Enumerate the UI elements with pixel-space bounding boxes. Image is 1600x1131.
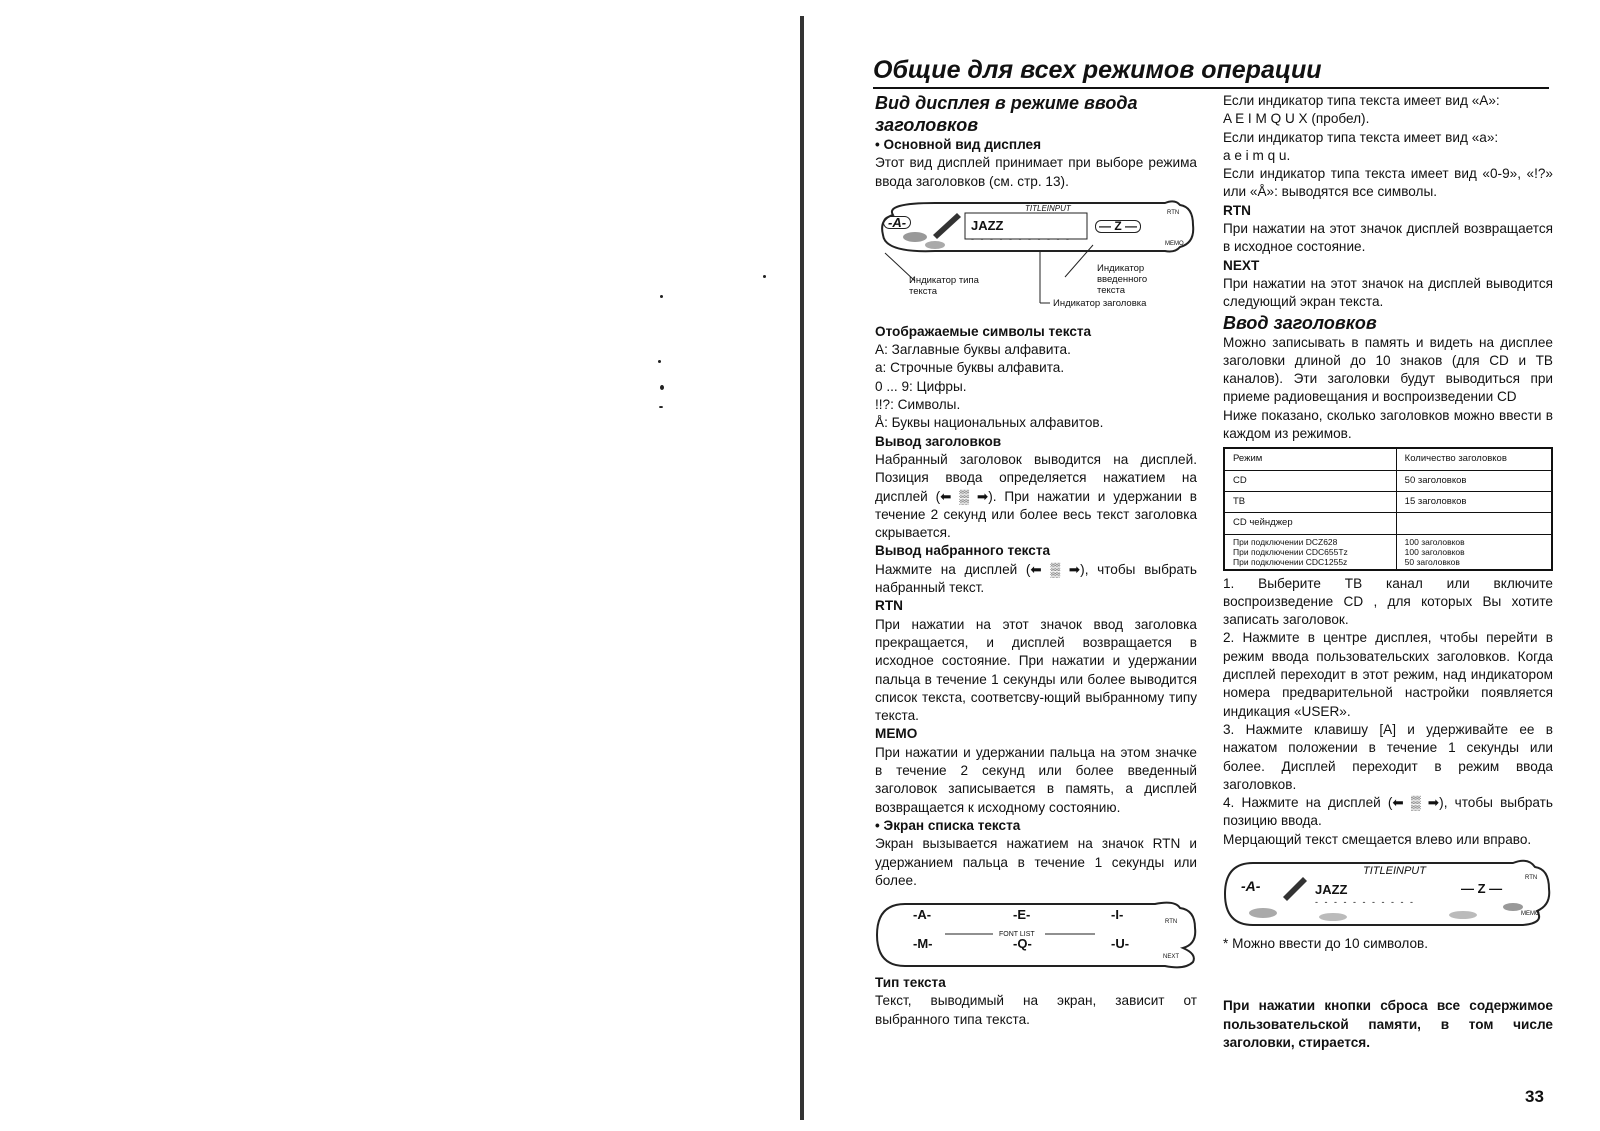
input-cursor: - - - - - - - - - - - [971, 233, 1071, 244]
output-typed-text: Нажмите на дисплей (⬅ ▒ ➡), чтобы выбрать набранный текст. [875, 561, 1197, 596]
symbols-heading: Отображаемые символы текста [875, 323, 1092, 339]
input-text: JAZZ [971, 217, 1004, 233]
scan-speck [660, 295, 663, 298]
text-type-text: Текст, выводимый на экран, зависит от выбранного типа текста. [875, 993, 1197, 1027]
rtn-text: При нажатии на этот значок ввод заголовка прекращается, и дисплей возвращается в исходное состояние. При нажатии и удержании пальца в течение 1 секунды или более выводится список текста, соответсву-ющий выбранному типу текста. [875, 616, 1197, 724]
scan-speck [659, 406, 663, 408]
left-column [875, 92, 1197, 1029]
changer-model: При подключении DCZ628 [1233, 536, 1338, 547]
font-list-label: FONT LIST [999, 931, 1035, 939]
type-a-line2: a e i m q u. [1223, 147, 1291, 163]
scan-speck [763, 275, 766, 278]
book-binding [800, 16, 804, 1120]
step-item: 4. Нажмите на дисплей (⬅ ▒ ➡), чтобы выбрать позицию ввода. [1223, 795, 1553, 829]
table-cell: 15 заголовков [1396, 491, 1552, 512]
font-item[interactable]: -A- [913, 907, 932, 923]
text-list-heading: • Экран списка текста [875, 817, 1197, 835]
page-number: 33 [1525, 1087, 1544, 1106]
symbol-item: 0 ... 9: Цифры. [875, 378, 967, 394]
memo-text: При нажатии и удержании пальца на этом значке в течение 2 секунд или более введенный заголовок записывается в память, а дисплей возвращается к исходному состоянию. [875, 744, 1197, 815]
rtn-heading: RTN [875, 598, 903, 614]
output-typed-heading: Вывод набранного текста [875, 543, 1051, 559]
output-titles-text: Набранный заголовок выводится на дисплей. Позиция ввода определяется нажатием на дисплей (⬅ ▒ ➡). При нажатии и удержании в течение 2 секунд или более весь текст заголовка скрывается. [875, 451, 1197, 541]
step-item: 3. Нажмите клавишу [A] и удерживайте ее в нажатом положении в течение 1 секунды или более. Дисплей переходит в режим ввода заголовков. [1223, 721, 1553, 792]
output-titles-heading: Вывод заголовков [875, 433, 1002, 449]
type-A-line1: Если индикатор типа текста имеет вид «А»: [1223, 93, 1500, 108]
entered-text-indicator: — Z — [1461, 880, 1503, 896]
text-list-text: Экран вызывается нажатием на значок RTN и удержанием пальца в течение 1 секунды или более. [875, 836, 1197, 888]
changer-count: 100 заголовков [1404, 536, 1465, 547]
next-text: При нажатии на этот значок на дисплей выводится следующий экран текста. [1223, 275, 1553, 310]
basic-display-heading: • Основной вид дисплея [875, 136, 1197, 154]
rtn-text: При нажатии на этот значок дисплей возвращается в исходное состояние. [1223, 221, 1553, 255]
changer-model: При подключении CDC655Tz [1233, 546, 1348, 557]
rtn-icon[interactable]: RTN [1167, 209, 1180, 216]
table-cell [1396, 513, 1552, 534]
rtn-icon[interactable]: RTN [1165, 919, 1178, 926]
table-header-row [1224, 448, 1552, 470]
font-item[interactable]: -M- [913, 936, 933, 952]
entered-text-indicator: — Z — [1095, 220, 1141, 233]
modes-table [1223, 447, 1553, 570]
label-title-indicator: Индикатор заголовка [1053, 297, 1147, 309]
changer-count: 50 заголовков [1404, 556, 1460, 567]
basic-display-text: Этот вид дисплей принимает при выборе режима ввода заголовков (см. стр. 13). [875, 155, 1197, 189]
symbol-item: a: Строчные буквы алфавита. [875, 360, 1065, 376]
table-cell [1396, 534, 1552, 570]
table-cell: CD чейнджер [1224, 513, 1396, 534]
font-item[interactable]: -E- [1013, 907, 1031, 923]
memo-icon[interactable]: MEMO [1165, 240, 1184, 247]
table-row [1224, 534, 1552, 570]
type-a-line1: Если индикатор типа текста имеет вид «а»: [1223, 129, 1499, 145]
table-header: Количество заголовков [1396, 448, 1552, 470]
type-other: Если индикатор типа текста имеет вид «0-9», «!?» или «Å»: выводятся все символы. [1223, 166, 1553, 200]
table-cell: CD [1224, 470, 1396, 491]
input-cursor: - - - - - - - - - - - [1315, 896, 1415, 907]
memo-icon[interactable]: MEMO [1521, 910, 1540, 917]
scan-speck [660, 385, 664, 390]
text-type-indicator: -A- [1241, 877, 1261, 894]
table-intro: Ниже показано, сколько заголовков можно ввести в каждом из режимов. [1223, 407, 1553, 442]
step-item: 2. Нажмите в центре дисплея, чтобы перейти в режим ввода пользовательских заголовков. Когда дисплей переходит в этот режим, над индикатором номера предварительной настройки появляется индикация «USER». [1223, 630, 1553, 719]
font-item[interactable]: -U- [1111, 936, 1130, 952]
label-entered-text-indicator: Индикатор введенного текста [1097, 262, 1148, 296]
table-header: Режим [1224, 448, 1396, 470]
scan-speck [658, 360, 661, 363]
title-input-display-diagram-2 [1223, 857, 1553, 929]
next-icon[interactable]: NEXT [1163, 954, 1180, 961]
table-cell [1224, 534, 1396, 570]
font-item[interactable]: -Q- [1013, 936, 1032, 952]
section2-text: Можно записывать в память и видеть на дисплее заголовки длиной до 10 знаков (для CD и ТВ каналов). Эти заголовки будут выводиться при приеме радиовещания и воспроизведении CD [1223, 334, 1553, 405]
changer-count: 100 заголовков [1404, 546, 1465, 557]
table-row [1224, 491, 1552, 512]
rtn-heading: RTN [1223, 202, 1251, 218]
table-row [1224, 513, 1552, 534]
table-cell: 50 заголовков [1396, 470, 1552, 491]
input-text: JAZZ [1315, 881, 1348, 897]
symbol-item: A: Заглавные буквы алфавита. [875, 342, 1071, 358]
title-input-display-diagram [875, 195, 1197, 317]
title-input-label: TITLEINPUT [1025, 203, 1071, 213]
type-A-line2: A E I M Q U X (пробел). [1223, 111, 1370, 127]
reset-warning: При нажатии кнопки сброса все содержимое пользовательской памяти, в том числе заголовки, стирается. [1223, 998, 1553, 1050]
table-cell: ТВ [1224, 491, 1396, 512]
blink-text: Мерцающий текст смещается влево или вправо. [1223, 831, 1532, 847]
section-title-display: Вид дисплея в режиме ввода заголовков [875, 93, 1138, 135]
page-title: Общие для всех режимов операции [873, 55, 1549, 89]
table-row [1224, 470, 1552, 491]
next-heading: NEXT [1223, 257, 1260, 273]
symbol-item: !!?: Символы. [875, 397, 961, 413]
font-item[interactable]: -I- [1111, 907, 1124, 923]
title-input-label: TITLEINPUT [1363, 864, 1426, 877]
right-column [1223, 92, 1553, 1052]
symbol-item: Å: Буквы национальных алфавитов. [875, 415, 1104, 431]
changer-model: При подключении CDC1255z [1233, 556, 1348, 567]
section-title-input: Ввод заголовков [1223, 312, 1377, 333]
rtn-icon[interactable]: RTN [1525, 874, 1538, 881]
text-type-heading: Тип текста [875, 975, 946, 991]
memo-heading: MEMO [875, 726, 918, 742]
step-item: 1. Выберите ТВ канал или включите воспроизведение CD , для которых Вы хотите записать заголовок. [1223, 575, 1553, 628]
text-type-indicator: -A- [883, 216, 911, 229]
label-text-type-indicator: Индикатор типа текста [909, 274, 979, 297]
footnote: * Можно ввести до 10 символов. [1223, 935, 1429, 951]
font-list-diagram [875, 900, 1197, 970]
